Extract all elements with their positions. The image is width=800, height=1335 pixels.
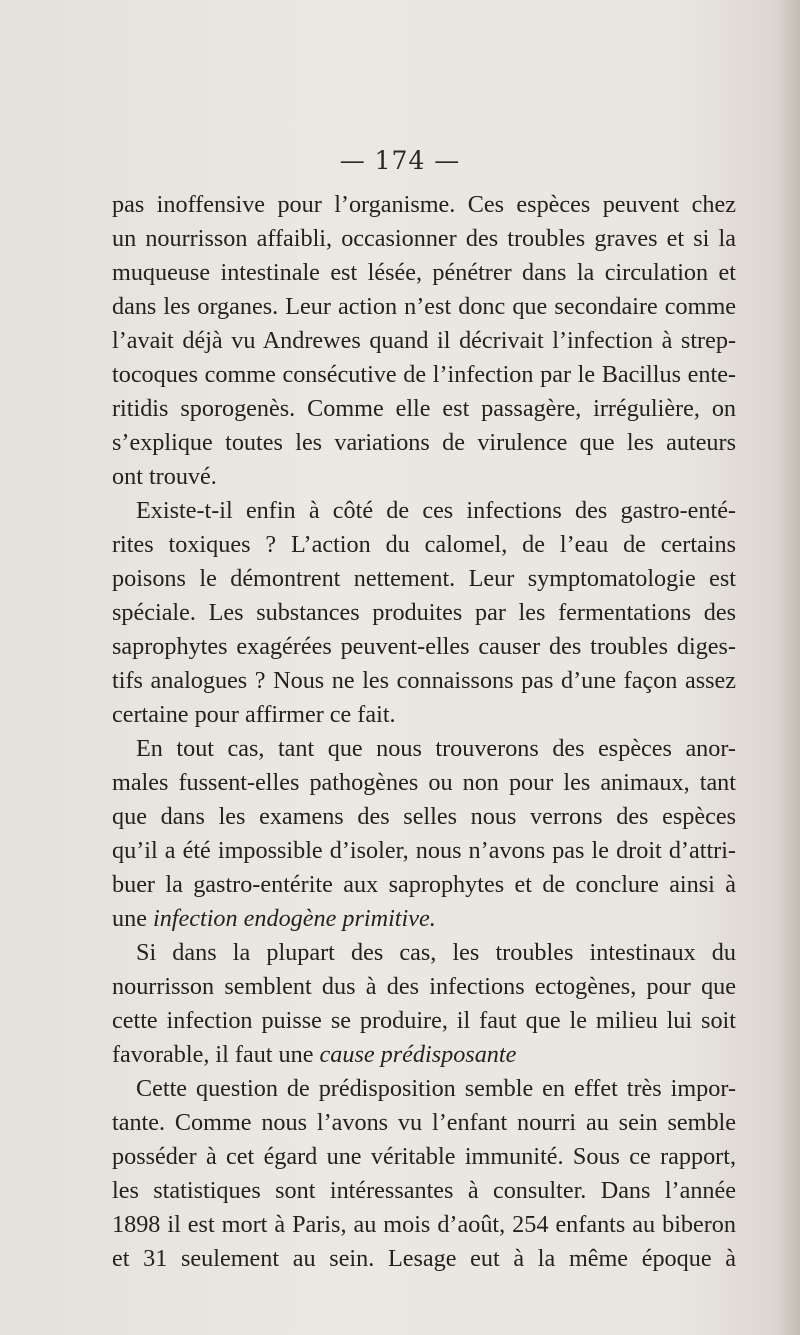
- text-line: tocoques comme consécutive de l’infection par le Bacillus ente-: [112, 361, 736, 388]
- text-line: s’explique toutes les variations de virulence que les auteurs: [112, 429, 736, 456]
- text-line: un nourrisson affaibli, occasionner des troubles graves et si la: [112, 225, 736, 252]
- italic-phrase: cause prédisposante: [319, 1041, 517, 1068]
- text-line: buer la gastro-entérite aux saprophytes et de conclure ainsi à: [112, 871, 736, 898]
- text-fragment: une: [112, 905, 147, 932]
- text-line: nourrisson semblent dus à des infections ectogènes, pour que: [112, 973, 736, 1000]
- text-line: que dans les examens des selles nous verrons des espèces: [112, 803, 736, 830]
- text-line: [112, 1038, 736, 1072]
- text-line: tifs analogues ? Nous ne les connaissons pas d’une façon assez: [112, 667, 736, 694]
- text-line: et 31 seulement au sein. Lesage eut à la même époque à: [112, 1245, 736, 1272]
- text-line: pas inoffensive pour l’organisme. Ces espèces peuvent chez: [112, 191, 736, 218]
- text-line: qu’il a été impossible d’isoler, nous n’avons pas le droit d’attri-: [112, 837, 736, 864]
- text-line: [112, 902, 736, 936]
- text-line: 1898 il est mort à Paris, au mois d’août, 254 enfants au biberon: [112, 1211, 736, 1238]
- text-line: cette infection puisse se produire, il faut que le milieu lui soit: [112, 1007, 736, 1034]
- text-line: Cette question de prédisposition semble en effet très impor-: [136, 1075, 736, 1102]
- text-line: tante. Comme nous l’avons vu l’enfant nourri au sein semble: [112, 1109, 736, 1136]
- text-line: Existe-t-il enfin à côté de ces infections des gastro-enté-: [136, 497, 736, 524]
- text-line: rites toxiques ? L’action du calomel, de l’eau de certains: [112, 531, 736, 558]
- text-line: spéciale. Les substances produites par les fermentations des: [112, 599, 736, 626]
- text-line: ont trouvé.: [112, 463, 217, 490]
- text-line: ritidis sporogenès. Comme elle est passagère, irrégulière, on: [112, 395, 736, 422]
- page-edge-shadow: [774, 0, 800, 1335]
- text-line: En tout cas, tant que nous trouverons des espèces anor-: [136, 735, 736, 762]
- text-line: saprophytes exagérées peuvent-elles causer des troubles diges-: [112, 633, 736, 660]
- text-line: Si dans la plupart des cas, les troubles intestinaux du: [136, 939, 736, 966]
- text-line: poisons le démontrent nettement. Leur symptomatologie est: [112, 565, 736, 592]
- text-line: l’avait déjà vu Andrewes quand il décrivait l’infection à strep-: [112, 327, 736, 354]
- page-number: — 174 —: [339, 146, 461, 175]
- text-line: males fussent-elles pathogènes ou non pour les animaux, tant: [112, 769, 736, 796]
- text-fragment: favorable, il faut une: [112, 1041, 314, 1068]
- italic-phrase: infection endogène primitive.: [152, 905, 436, 932]
- text-line: certaine pour affirmer ce fait.: [112, 701, 396, 728]
- text-line: posséder à cet égard une véritable immunité. Sous ce rapport,: [112, 1143, 736, 1170]
- text-line: muqueuse intestinale est lésée, pénétrer dans la circulation et: [112, 259, 736, 286]
- text-line: les statistiques sont intéressantes à consulter. Dans l’année: [112, 1177, 736, 1204]
- body-text: [112, 188, 736, 1276]
- text-line: dans les organes. Leur action n’est donc que secondaire comme: [112, 293, 736, 320]
